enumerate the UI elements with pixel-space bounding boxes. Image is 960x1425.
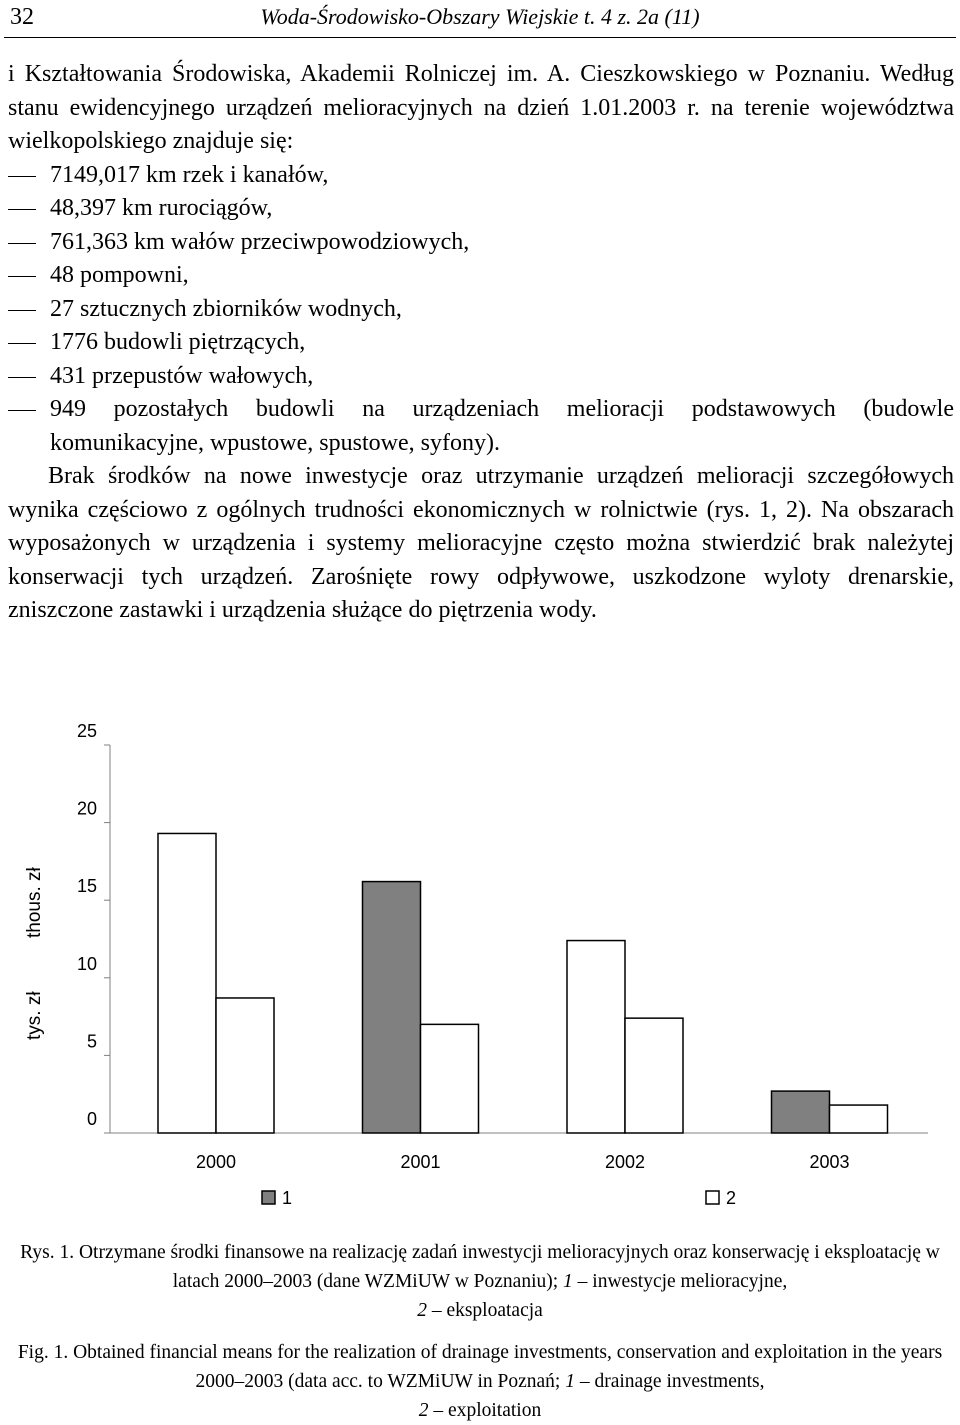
list-item-text: 949 pozostałych budowli na urządzeniach melioracji podstawowych (budowle komunikacyjne, wpustowe, spustowe, syfony). [50,396,954,456]
bars [158,833,888,1133]
caption-key-1: 1 [565,1371,575,1392]
page-number: 32 [10,4,34,30]
list-item [8,293,954,327]
caption-key-2-text: – exploitation [433,1400,542,1421]
list-item [8,259,954,293]
list-item-text: 48,397 km rurociągów, [50,195,273,221]
main-paragraph: Brak środków na nowe inwestycje oraz utrzymanie urządzeń melioracji szczegółowych wynika częściowo z ogólnych trudności ekonomicznych w rolnictwie (rys. 1, 2). Na obszarach wyposażonych w urządzenia i systemy melioracyjne często można stwierdzić brak należytej konserwacji tych urządzeń. Zarośnięte rowy odpływowe, uszkodzone wyloty drenarskie, zniszczone zastawki i urządzenia służące do piętrzenia wody. [8,463,954,623]
bar [567,941,625,1133]
bar [363,882,421,1133]
journal-title: Woda-Środowisko-Obszary Wiejskie t. 4 z. 2a (11) [260,4,700,29]
dash-bullet [8,176,36,177]
figure-caption-en [0,1338,960,1425]
bar [830,1105,888,1133]
dash-bullet [8,343,36,344]
y-tick-label: 5 [86,1031,97,1052]
bar [216,998,274,1133]
y-tick-label: 15 [76,876,97,897]
list-item-text: 48 pompowni, [50,262,189,288]
caption-label: Fig. 1. [17,1342,69,1363]
header-rule [4,37,956,38]
bar-chart [0,720,960,1230]
y-tick-label: 25 [76,721,97,741]
x-axis-labels [196,1152,850,1172]
dash-bullet [8,243,36,244]
bar [158,833,216,1133]
bar [772,1091,830,1133]
figure-caption-pl [0,1238,960,1325]
legend-label: 2 [726,1188,737,1208]
y-axis-label-en: thous. zł [24,867,45,938]
facilities-list [8,159,954,461]
list-item-text: 27 sztucznych zbiorników wodnych, [50,295,402,322]
list-item [8,360,954,394]
dash-bullet [8,310,36,311]
legend-label: 1 [282,1188,293,1208]
x-tick-label: 2000 [195,1152,237,1172]
list-item [8,192,954,226]
legend [262,1188,736,1208]
caption-key-2: 2 [418,1400,429,1421]
intro-paragraph: i Kształtowania Środowiska, Akademii Rolniczej im. A. Cieszkowskiego w Poznaniu. Według stanu ewidencyjnego urządzeń melioracyjnych na dzień 1.01.2003 r. na terenie województwa wielkopolskiego znajduje się: [8,61,954,154]
list-item [8,159,954,193]
dash-bullet [8,276,36,277]
bar [421,1024,479,1133]
x-tick-label: 2002 [604,1152,646,1172]
running-header [0,0,960,40]
dash-bullet [8,209,36,210]
caption-key-1: 1 [563,1271,573,1292]
y-tick-label: 10 [76,953,97,974]
list-item-text: 7149,017 km rzek i kanałów, [50,161,329,188]
legend-swatch [262,1191,275,1204]
list-item-text: 431 przepustów wałowych, [50,362,314,389]
caption-text: Obtained financial means for the realization of drainage investments, conservation and exploitation in the years 2000–2003 (data acc. to WZMiUW in Poznań; [73,1342,943,1392]
dash-bullet [8,377,36,378]
bar [625,1018,683,1133]
caption-text: Otrzymane środki finansowe na realizację zadań inwestycji melioracyjnych oraz konserwację i eksploatację w latach 2000–2003 (dane WZMiUW w Poznaniu); [78,1242,940,1292]
x-tick-label: 2003 [809,1152,850,1172]
caption-key-2: 2 [417,1300,427,1321]
list-item [8,326,954,360]
list-item-text: 761,363 km wałów przeciwpowodziowych, [50,228,470,255]
caption-key-1-text: – inwestycje melioracyjne, [577,1271,788,1292]
legend-swatch [706,1191,719,1204]
list-item [8,226,954,260]
body-text [8,58,954,628]
y-tick-label: 0 [86,1109,97,1129]
caption-label: Rys. 1. [20,1242,75,1263]
x-tick-label: 2001 [400,1152,441,1172]
dash-bullet [8,410,36,411]
list-item-text: 1776 budowli piętrzących, [50,329,306,355]
caption-key-2-text: – eksploatacja [431,1300,543,1321]
list-item [8,393,954,460]
y-tick-label: 20 [76,798,97,819]
caption-key-1-text: – drainage investments, [579,1371,765,1392]
y-axis-label-pl: tys. zł [24,991,45,1040]
